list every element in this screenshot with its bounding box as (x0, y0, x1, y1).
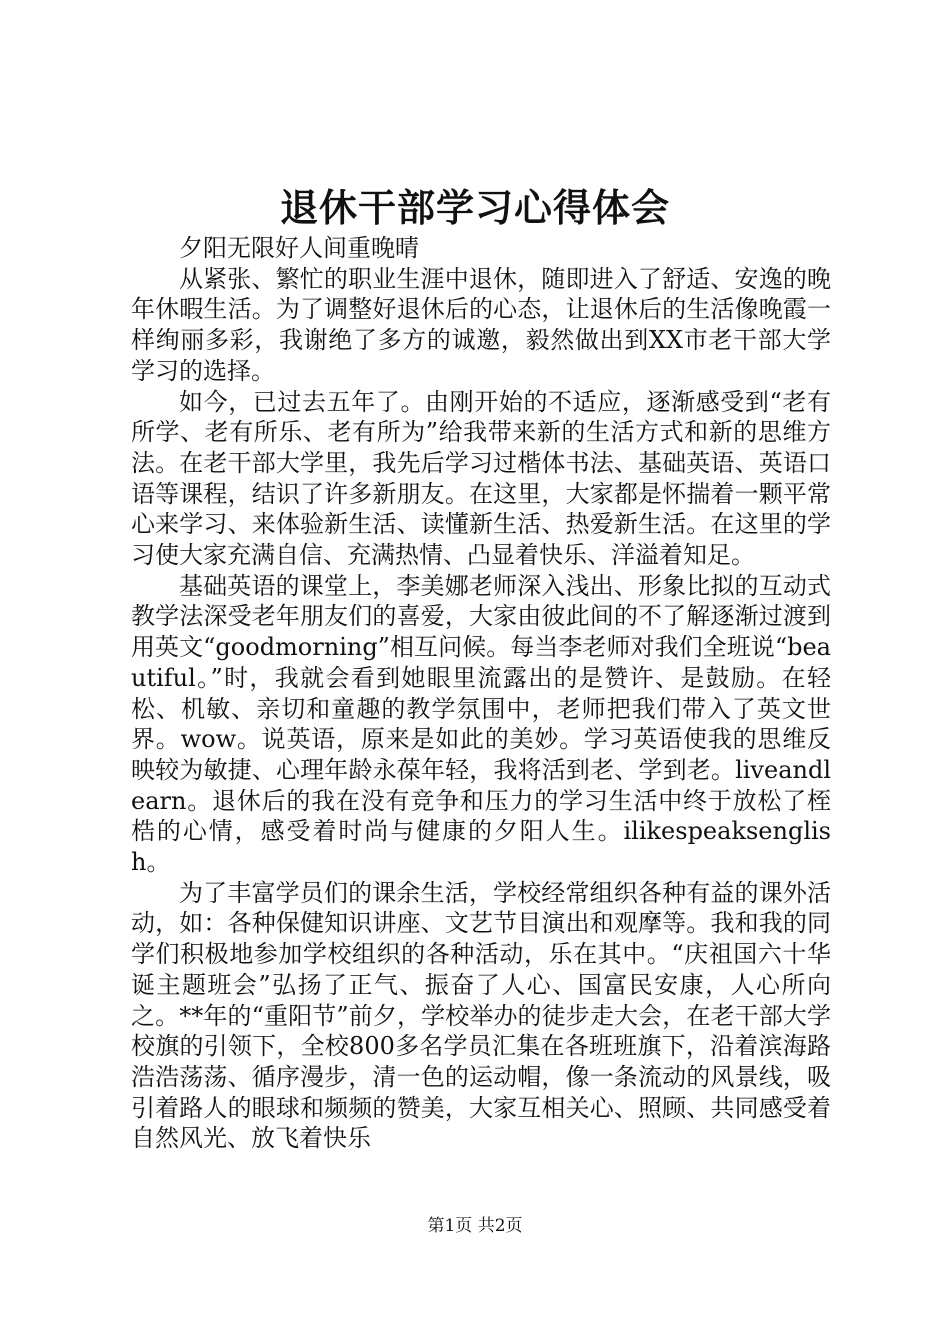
page-footer: 第1页 共2页 (427, 1216, 523, 1236)
document-body (131, 233, 831, 1154)
paragraph-2: 如今，已过去五年了。由刚开始的不适应，逐渐感受到“老有所学、老有所乐、老有所为”给我带来新的生活方式和新的思维方法。在老干部大学里，我先后学习过楷体书法、基础英语、英语口语等课程，结识了许多新朋友。在这里，大家都是怀揣着一颗平常心来学习、来体验新生活、读懂新生活、热爱新生活。在这里的学习使大家充满自信、充满热情、凸显着快乐、洋溢着知足。 (131, 387, 831, 570)
paragraph-4: 为了丰富学员们的课余生活，学校经常组织各种有益的课外活动，如：各种保健知识讲座、文艺节目演出和观摩等。我和我的同学们积极地参加学校组织的各种活动，乐在其中。“庆祖国六十华诞主题班会”弘扬了正气、振奋了人心、国富民安康，人心所向之。**年的“重阳节”前夕，学校举办的徒步走大会，在老干部大学校旗的引领下，全校800多名学员汇集在各班班旗下，沿着滨海路浩浩荡荡、循序漫步，清一色的运动帽，像一条流动的风景线，吸引着路人的眼球和频频的赞美，大家互相关心、照顾、共同感受着自然风光、放飞着快乐 (131, 878, 831, 1153)
paragraph-1: 从紧张、繁忙的职业生涯中退休，随即进入了舒适、安逸的晚年休暇生活。为了调整好退休后的心态，让退休后的生活像晚霞一样绚丽多彩，我谢绝了多方的诚邀，毅然做出到XX市老干部大学学习的选择。 (131, 264, 831, 385)
paragraph-subtitle: 夕阳无限好人间重晚晴 (179, 234, 419, 262)
document-title: 退休干部学习心得体会 (279, 185, 670, 230)
paragraph-3: 基础英语的课堂上，李美娜老师深入浅出、形象比拟的互动式教学法深受老年朋友们的喜爱，大家由彼此间的不了解逐渐过渡到用英文“goodmorning”相互问候。每当李老师对我们全班说“beautiful。”时，我就会看到她眼里流露出的是赞许、是鼓励。在轻松、机敏、亲切和童趣的教学氛围中，老师把我们带入了英文世界。wow。说英语，原来是如此的美妙。学习英语使我的思维反映较为敏捷、心理年龄永葆年轻，我将活到老、学到老。liveandlearn。退休后的我在没有竞争和压力的学习生活中终于放松了桎梏的心情，感受着时尚与健康的夕阳人生。ilikespeaksenglish。 (131, 571, 831, 877)
